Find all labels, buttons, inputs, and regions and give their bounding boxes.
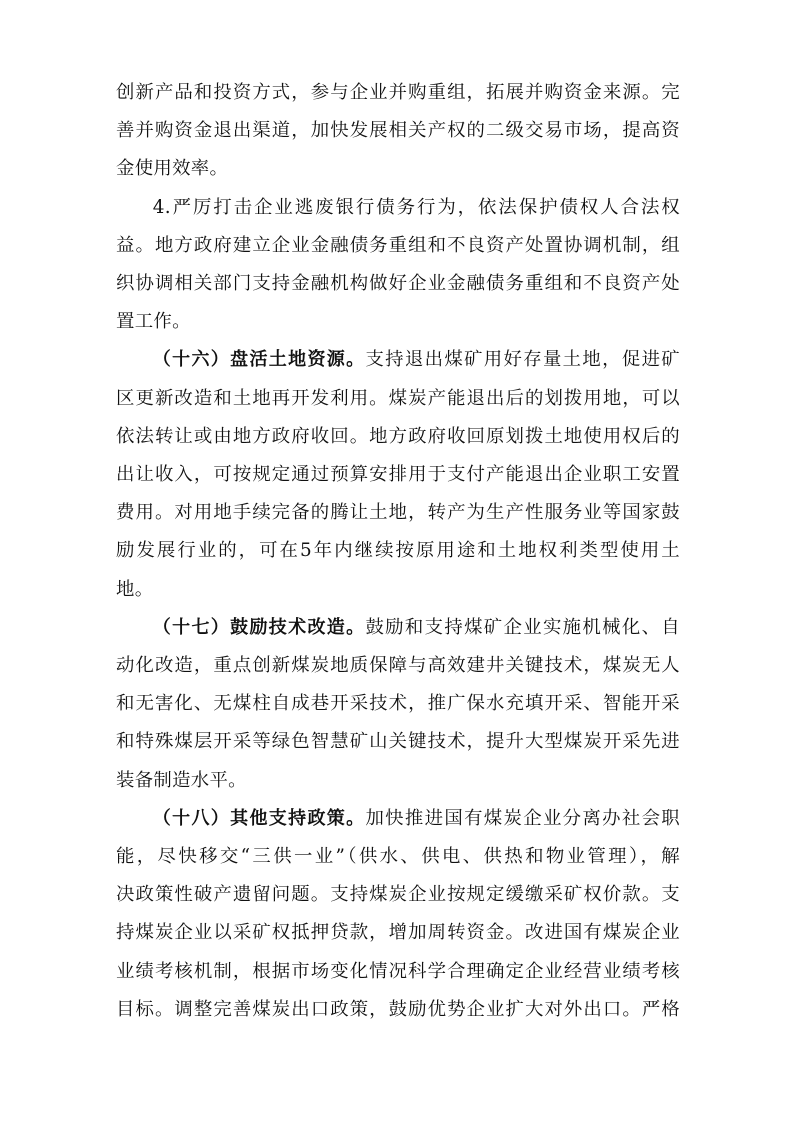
section-heading-17: （十七）鼓励技术改造。: [152, 616, 366, 638]
paragraph-3: [116, 341, 680, 608]
paragraph-4-line-5: 装备制造水平。: [116, 769, 247, 791]
paragraph-2-line-2: 益。地方政府建立企业金融债务重组和不良资产处置协调机制，组: [116, 234, 680, 256]
paragraph-2-line-3: 织协调相关部门支持金融机构做好企业金融债务重组和不良资产处: [116, 273, 680, 295]
paragraph-3-line-7: 地。: [116, 578, 154, 600]
paragraph-3-line-3: 依法转让或由地方政府收回。地方政府收回原划拨土地使用权后的: [116, 425, 680, 447]
paragraph-4-line-2: 动化改造，重点创新煤炭地质保障与高效建井关键技术，煤炭无人: [116, 655, 680, 677]
paragraph-1-line-3: 金使用效率。: [116, 158, 229, 180]
paragraph-3-line-1: [116, 341, 680, 379]
paragraph-5-line-2: 能，尽快移交“三供一业”（供水、供电、供热和物业管理），解: [116, 846, 680, 868]
paragraph-4-line-1-text: 鼓励和支持煤矿企业实施机械化、自: [365, 616, 680, 638]
paragraph-2: [116, 189, 680, 342]
section-heading-18: （十八）其他支持政策。: [152, 807, 366, 829]
section-heading-16: （十六）盘活土地资源。: [152, 349, 366, 371]
paragraph-4-line-3: 和无害化、无煤柱自成巷开采技术，推广保水充填开采、智能开采: [116, 693, 680, 715]
paragraph-3-line-2: 区更新改造和土地再开发利用。煤炭产能退出后的划拨用地，可以: [116, 387, 680, 409]
paragraph-4-line-4: 和特殊煤层开采等绿色智慧矿山关键技术，提升大型煤炭开采先进: [116, 731, 680, 753]
paragraph-5-line-1: [116, 800, 680, 838]
document-page: [116, 74, 680, 1029]
paragraph-5-line-6: 目标。调整完善煤炭出口政策，鼓励优势企业扩大对外出口。严格: [116, 998, 680, 1020]
paragraph-5-line-3: 决政策性破产遗留问题。支持煤炭企业按规定缓缴采矿权价款。支: [116, 884, 680, 906]
paragraph-3-line-4: 出让收入，可按规定通过预算安排用于支付产能退出企业职工安置: [116, 464, 680, 486]
paragraph-5-line-4: 持煤炭企业以采矿权抵押贷款，增加周转资金。改进国有煤炭企业: [116, 922, 680, 944]
paragraph-5-line-1-text: 加快推进国有煤炭企业分离办社会职: [365, 807, 680, 829]
paragraph-3-line-5: 费用。对用地手续完备的腾让土地，转产为生产性服务业等国家鼓: [116, 502, 680, 524]
paragraph-1-line-1: 创新产品和投资方式，参与企业并购重组，拓展并购资金来源。完: [116, 82, 680, 103]
paragraph-1-line-2: 善并购资金退出渠道，加快发展相关产权的二级交易市场，提高资: [116, 120, 680, 142]
paragraph-3-line-6: 励发展行业的，可在5年内继续按原用途和土地权利类型使用土: [116, 540, 680, 562]
paragraph-1: [116, 74, 680, 189]
paragraph-2-line-4: 置工作。: [116, 311, 191, 333]
paragraph-5: [116, 800, 680, 1029]
paragraph-4: [116, 609, 680, 800]
paragraph-5-line-5: 业绩考核机制，根据市场变化情况科学合理确定企业经营业绩考核: [116, 960, 680, 982]
paragraph-3-line-1-text: 支持退出煤矿用好存量土地，促进矿: [365, 349, 680, 371]
paragraph-4-line-1: [116, 609, 680, 647]
paragraph-2-line-1: 4.严厉打击企业逃废银行债务行为，依法保护债权人合法权: [152, 196, 680, 218]
